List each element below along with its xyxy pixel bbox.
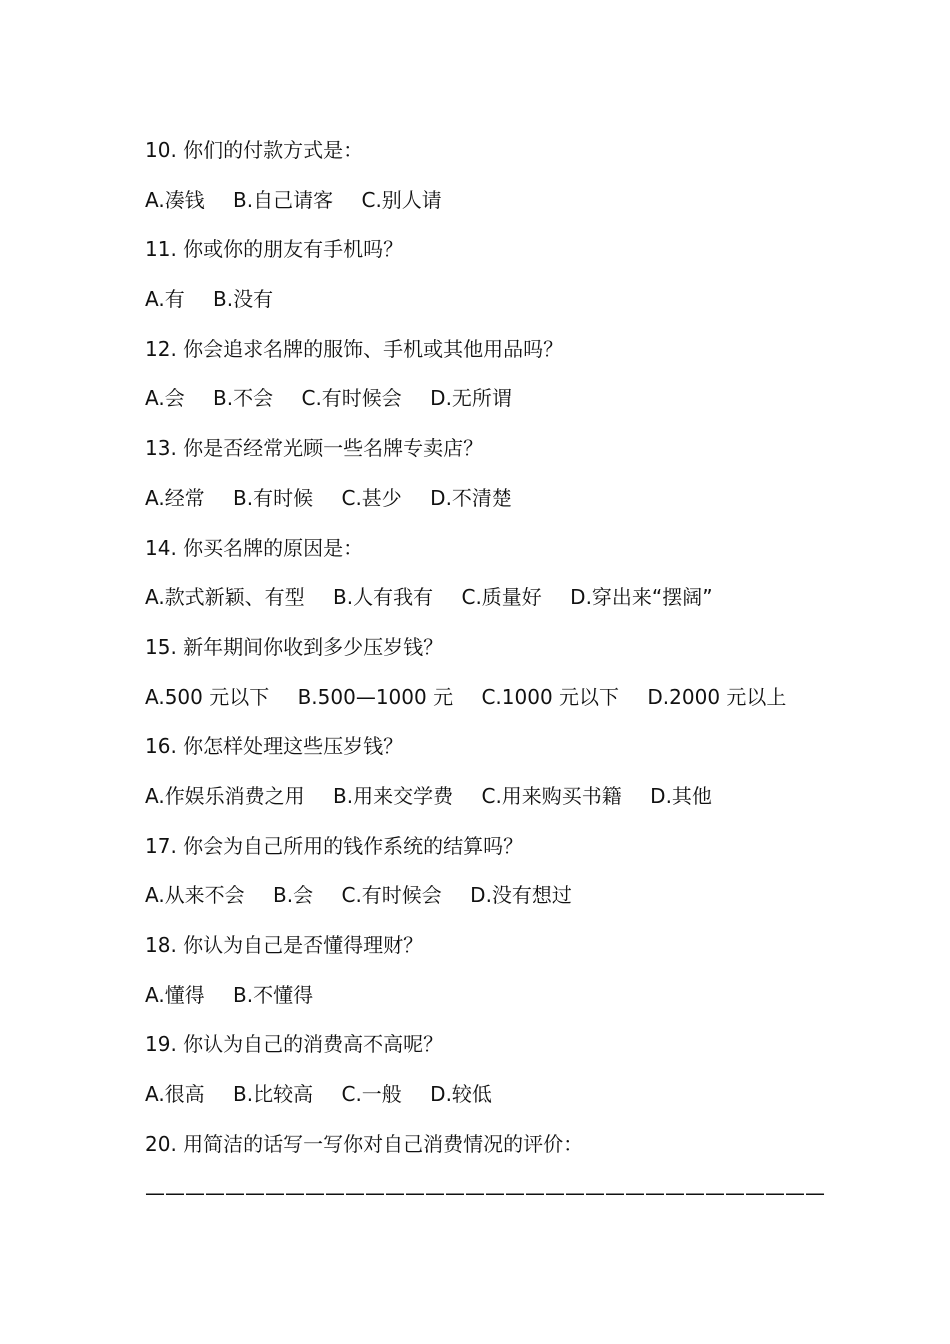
options-14 [145, 580, 845, 630]
option: C.别人请 [361, 187, 442, 212]
option: C.有时候会 [341, 883, 442, 908]
options-11 [145, 282, 845, 332]
option: C.一般 [341, 1082, 402, 1107]
option: A.会 [145, 386, 185, 411]
option: A.有 [145, 287, 185, 312]
option: B.有时候 [233, 485, 314, 510]
options-12 [145, 381, 845, 431]
option: D.较低 [430, 1082, 492, 1107]
questionnaire [145, 133, 845, 1210]
option: B.比较高 [233, 1082, 314, 1107]
option: B.没有 [213, 287, 274, 312]
options-19 [145, 1077, 845, 1127]
options-16 [145, 779, 845, 829]
option: D.穿出来“摆阔” [570, 585, 713, 610]
option: A.款式新颖、有型 [145, 585, 305, 610]
option: B.不懂得 [233, 982, 314, 1007]
option: A.很高 [145, 1082, 205, 1107]
options-13 [145, 481, 845, 531]
question-14: 14. 你买名牌的原因是： [145, 535, 364, 560]
option: D.其他 [650, 783, 712, 808]
question-17: 17. 你会为自己所用的钱作系统的结算吗？ [145, 833, 524, 858]
options-10 [145, 183, 845, 233]
question-11: 11. 你或你的朋友有手机吗？ [145, 237, 404, 262]
option: A.经常 [145, 485, 205, 510]
option: B.人有我有 [333, 585, 434, 610]
question-13: 13. 你是否经常光顾一些名牌专卖店？ [145, 436, 484, 461]
option: C.用来购买书籍 [481, 783, 622, 808]
option: A.作娱乐消费之用 [145, 783, 305, 808]
question-18: 18. 你认为自己是否懂得理财？ [145, 933, 424, 957]
options-18 [145, 978, 845, 1028]
option: A.懂得 [145, 982, 205, 1007]
question-16: 16. 你怎样处理这些压岁钱？ [145, 734, 404, 759]
option: C.质量好 [461, 585, 542, 610]
option: A.从来不会 [145, 883, 245, 908]
option: B.用来交学费 [333, 783, 454, 808]
question-10: 10. 你们的付款方式是： [145, 138, 364, 162]
option: A.500 元以下 [145, 684, 270, 709]
options-17 [145, 878, 845, 928]
option: B.自己请客 [233, 187, 334, 212]
option: D.不清楚 [430, 485, 512, 510]
option: C.甚少 [341, 485, 402, 510]
option: C.有时候会 [301, 386, 402, 411]
option: B.会 [273, 883, 314, 908]
question-12: 12. 你会追求名牌的服饰、手机或其他用品吗？ [145, 336, 564, 361]
option: B.500—1000 元 [297, 684, 454, 709]
option: D.无所谓 [430, 386, 512, 411]
option: D.没有想过 [470, 883, 572, 908]
option: D.2000 元以上 [647, 684, 787, 709]
option: A.凑钱 [145, 187, 205, 212]
question-19: 19. 你认为自己的消费高不高呢？ [145, 1032, 444, 1057]
options-15 [145, 680, 845, 730]
question-15: 15. 新年期间你收到多少压岁钱？ [145, 634, 444, 659]
option: C.1000 元以下 [481, 684, 620, 709]
answer-line: —————————————————————————————————— [145, 1181, 825, 1206]
option: B.不会 [213, 386, 274, 411]
question-20: 20. 用简洁的话写一写你对自己消费情况的评价： [145, 1131, 584, 1156]
